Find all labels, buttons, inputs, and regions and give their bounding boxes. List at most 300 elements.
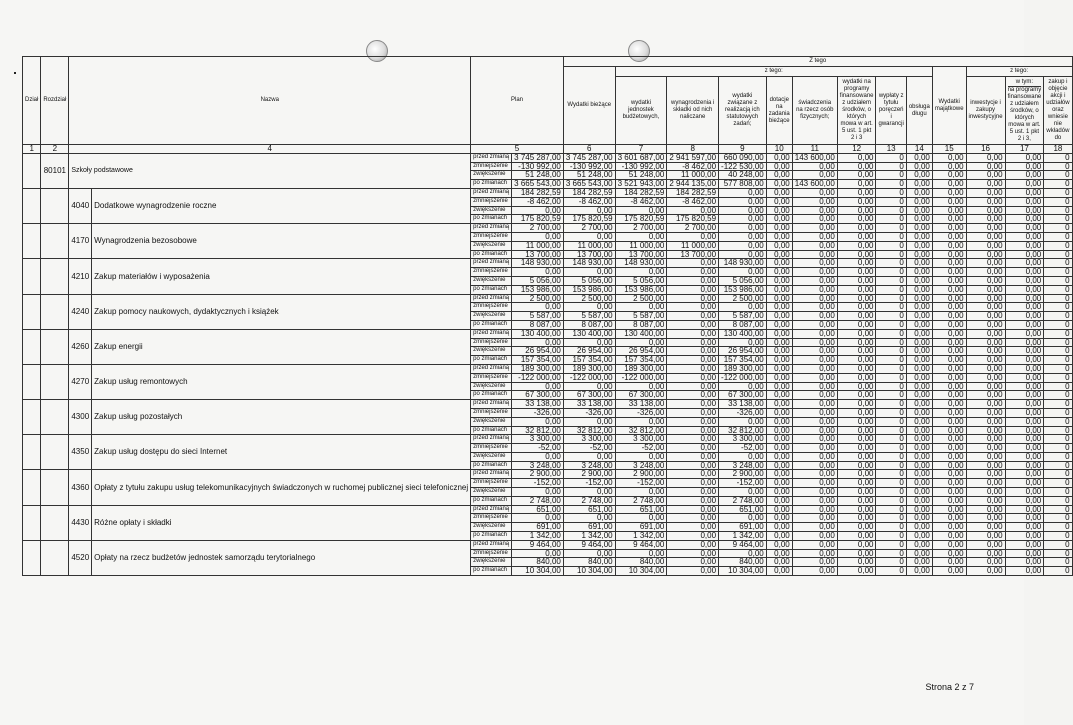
amount-cell: 0,00	[906, 180, 932, 189]
budget-table	[22, 56, 1073, 576]
change-type-label: przed zmianą	[471, 470, 512, 479]
amount-cell: 0,00	[1005, 382, 1044, 391]
amount-cell: 8 087,00	[615, 320, 667, 329]
amount-cell: 5 056,00	[719, 276, 767, 285]
amount-cell: 0,00	[667, 558, 719, 567]
amount-cell: 0,00	[906, 320, 932, 329]
amount-cell: 0,00	[906, 356, 932, 365]
amount-cell: 0,00	[837, 549, 876, 558]
amount-cell: -152,00	[615, 479, 667, 488]
amount-cell: 0,00	[615, 338, 667, 347]
amount-cell: 0	[1044, 408, 1072, 417]
rozdzial-code: 80101	[41, 153, 69, 188]
change-type-label: po zmianach	[471, 320, 512, 329]
amount-cell: 1 342,00	[615, 532, 667, 541]
amount-cell: 0,00	[906, 452, 932, 461]
amount-cell: 0,00	[932, 391, 966, 400]
change-type-label: przed zmianą	[471, 259, 512, 268]
amount-cell: 0,00	[932, 180, 966, 189]
amount-cell: 0	[1044, 232, 1072, 241]
change-type-label: przed zmianą	[471, 153, 512, 162]
amount-cell: 0,00	[932, 356, 966, 365]
amount-cell: 0	[876, 180, 906, 189]
amount-cell: 0,00	[1005, 461, 1044, 470]
amount-cell: 0,00	[512, 382, 564, 391]
amount-cell: 0,00	[667, 391, 719, 400]
amount-cell: 0,00	[615, 417, 667, 426]
header-na-programy-text: na programy finansowane z udziałem środków, o których mowa w art. 5 ust. 1 pkt 2 i 3,	[1007, 86, 1042, 142]
amount-cell: 0,00	[1005, 514, 1044, 523]
amount-cell: 0,00	[966, 364, 1005, 373]
change-type-label: przed zmianą	[471, 224, 512, 233]
table-row	[23, 188, 1073, 197]
amount-cell: 0,00	[512, 452, 564, 461]
amount-cell: 0,00	[1005, 153, 1044, 162]
amount-cell: 0,00	[1005, 347, 1044, 356]
amount-cell: 0,00	[966, 400, 1005, 409]
amount-cell: 0,00	[932, 488, 966, 497]
amount-cell: 0,00	[1005, 532, 1044, 541]
amount-cell: 0,00	[563, 303, 615, 312]
amount-cell: 0,00	[1005, 312, 1044, 321]
amount-cell: 0,00	[932, 461, 966, 470]
amount-cell: 0,00	[966, 171, 1005, 180]
amount-cell: 10 304,00	[563, 567, 615, 576]
amount-cell: 0,00	[932, 417, 966, 426]
amount-cell: 0,00	[906, 461, 932, 470]
amount-cell: 0,00	[792, 329, 837, 338]
amount-cell: 0,00	[792, 241, 837, 250]
amount-cell: 8 087,00	[563, 320, 615, 329]
amount-cell: 0,00	[667, 496, 719, 505]
amount-cell: 0,00	[906, 470, 932, 479]
amount-cell: 0	[1044, 153, 1072, 162]
amount-cell: 0	[876, 338, 906, 347]
amount-cell: 0,00	[906, 496, 932, 505]
amount-cell: 2 748,00	[563, 496, 615, 505]
change-type-label: zwiększenie	[471, 312, 512, 321]
paragraph-code: 4300	[69, 400, 92, 435]
amount-cell: 660 090,00	[719, 153, 767, 162]
amount-cell: 0	[1044, 259, 1072, 268]
amount-cell: 0,00	[766, 320, 792, 329]
amount-cell: 0,00	[792, 285, 837, 294]
amount-cell: 0,00	[766, 171, 792, 180]
header-wydatki-jednostek	[615, 77, 667, 145]
amount-cell: 0,00	[667, 488, 719, 497]
amount-cell: 0,00	[932, 329, 966, 338]
amount-cell: 8 087,00	[719, 320, 767, 329]
amount-cell: 0	[1044, 294, 1072, 303]
amount-cell: 0,00	[719, 250, 767, 259]
amount-cell: 0,00	[932, 523, 966, 532]
amount-cell: 0,00	[512, 268, 564, 277]
amount-cell: 3 745 287,00	[563, 153, 615, 162]
amount-cell: 3 665 543,00	[563, 180, 615, 189]
amount-cell: 0,00	[512, 488, 564, 497]
amount-cell: 0	[1044, 180, 1072, 189]
amount-cell: 0,00	[615, 303, 667, 312]
change-type-label: zmniejszenie	[471, 549, 512, 558]
amount-cell: 0	[1044, 224, 1072, 233]
amount-cell: 0,00	[766, 382, 792, 391]
amount-cell: 0	[876, 162, 906, 171]
amount-cell: 0	[876, 373, 906, 382]
amount-cell: 0,00	[906, 171, 932, 180]
amount-cell: 0,00	[719, 224, 767, 233]
amount-cell: 157 354,00	[563, 356, 615, 365]
amount-cell: 691,00	[615, 523, 667, 532]
page-number: Strona 2 z 7	[925, 682, 974, 692]
amount-cell: 0,00	[563, 232, 615, 241]
amount-cell: 0,00	[667, 444, 719, 453]
dzial-cell	[23, 364, 41, 399]
amount-cell: 0,00	[906, 435, 932, 444]
change-type-label: zwiększenie	[471, 276, 512, 285]
change-type-label: po zmianach	[471, 180, 512, 189]
rozdzial-cell	[41, 259, 69, 294]
amount-cell: 0,00	[719, 215, 767, 224]
amount-cell: 0,00	[792, 224, 837, 233]
column-number: 13	[876, 145, 906, 154]
scan-speck	[14, 72, 16, 74]
column-number: 1	[23, 145, 41, 154]
paragraph-code: 4360	[69, 470, 92, 505]
amount-cell: 0,00	[1005, 540, 1044, 549]
amount-cell: 0	[1044, 391, 1072, 400]
item-name: Zakup materiałów i wyposażenia	[92, 259, 471, 294]
amount-cell: 0,00	[932, 382, 966, 391]
amount-cell: 0,00	[766, 549, 792, 558]
dzial-cell	[23, 540, 41, 575]
amount-cell: 0,00	[837, 224, 876, 233]
amount-cell: 0	[876, 364, 906, 373]
item-name: Różne opłaty i składki	[92, 505, 471, 540]
amount-cell: 0,00	[766, 180, 792, 189]
amount-cell: 130 400,00	[615, 329, 667, 338]
amount-cell: 0,00	[792, 206, 837, 215]
amount-cell: 0,00	[667, 417, 719, 426]
amount-cell: 9 464,00	[512, 540, 564, 549]
amount-cell: 0,00	[906, 276, 932, 285]
amount-cell: 10 304,00	[615, 567, 667, 576]
change-type-label: zmniejszenie	[471, 338, 512, 347]
amount-cell: 0,00	[966, 206, 1005, 215]
amount-cell: 0	[1044, 400, 1072, 409]
amount-cell: 0,00	[906, 549, 932, 558]
amount-cell: 0,00	[792, 215, 837, 224]
amount-cell: 0,00	[966, 347, 1005, 356]
amount-cell: 0,00	[932, 400, 966, 409]
amount-cell: 26 954,00	[563, 347, 615, 356]
amount-cell: 0	[1044, 329, 1072, 338]
amount-cell: 0	[1044, 461, 1072, 470]
amount-cell: -8 462,00	[512, 197, 564, 206]
amount-cell: -130 992,00	[512, 162, 564, 171]
amount-cell: 0,00	[932, 312, 966, 321]
amount-cell: 0,00	[1005, 268, 1044, 277]
amount-cell: 11 000,00	[667, 241, 719, 250]
amount-cell: 0	[876, 417, 906, 426]
amount-cell: 0,00	[932, 232, 966, 241]
amount-cell: 0	[1044, 496, 1072, 505]
amount-cell: 0,00	[792, 259, 837, 268]
amount-cell: 0,00	[719, 417, 767, 426]
amount-cell: 0,00	[766, 276, 792, 285]
column-number: 8	[667, 145, 719, 154]
amount-cell: 0,00	[906, 505, 932, 514]
amount-cell: 0,00	[792, 268, 837, 277]
amount-cell: 184 282,59	[512, 188, 564, 197]
amount-cell: 0,00	[792, 171, 837, 180]
amount-cell: 3 521 943,00	[615, 180, 667, 189]
amount-cell: 5 587,00	[719, 312, 767, 321]
amount-cell: 189 300,00	[512, 364, 564, 373]
amount-cell: 0,00	[837, 171, 876, 180]
amount-cell: -326,00	[615, 408, 667, 417]
amount-cell: 0,00	[1005, 523, 1044, 532]
change-type-label: zmniejszenie	[471, 479, 512, 488]
amount-cell: -52,00	[563, 444, 615, 453]
amount-cell: 0,00	[1005, 294, 1044, 303]
amount-cell: 0	[1044, 338, 1072, 347]
amount-cell: 5 056,00	[615, 276, 667, 285]
amount-cell: 0,00	[667, 408, 719, 417]
amount-cell: 0,00	[932, 496, 966, 505]
amount-cell: 0	[876, 303, 906, 312]
amount-cell: 0,00	[766, 162, 792, 171]
amount-cell: -122 000,00	[563, 373, 615, 382]
amount-cell: 0,00	[932, 549, 966, 558]
amount-cell: 0,00	[1005, 549, 1044, 558]
amount-cell: 0,00	[932, 408, 966, 417]
amount-cell: -326,00	[512, 408, 564, 417]
change-type-label: zmniejszenie	[471, 514, 512, 523]
amount-cell: 0,00	[966, 514, 1005, 523]
rozdzial-cell	[41, 364, 69, 399]
amount-cell: 0,00	[792, 197, 837, 206]
amount-cell: 0,00	[1005, 567, 1044, 576]
amount-cell: 0,00	[837, 241, 876, 250]
amount-cell: 0,00	[1005, 470, 1044, 479]
amount-cell: 0	[876, 505, 906, 514]
amount-cell: 0	[876, 444, 906, 453]
amount-cell: 0	[876, 356, 906, 365]
amount-cell: 67 300,00	[615, 391, 667, 400]
amount-cell: 0	[876, 188, 906, 197]
change-type-label: po zmianach	[471, 250, 512, 259]
amount-cell: 11 000,00	[512, 241, 564, 250]
amount-cell: 0,00	[667, 523, 719, 532]
amount-cell: 0	[1044, 417, 1072, 426]
amount-cell: 0,00	[932, 259, 966, 268]
header-nazwa: Nazwa	[69, 57, 471, 145]
amount-cell: 0,00	[766, 232, 792, 241]
change-type-label: zwiększenie	[471, 171, 512, 180]
amount-cell: 0,00	[615, 549, 667, 558]
amount-cell: 0,00	[792, 232, 837, 241]
amount-cell: 0,00	[766, 153, 792, 162]
amount-cell: 0,00	[837, 338, 876, 347]
amount-cell: 0,00	[932, 285, 966, 294]
amount-cell: 0,00	[932, 338, 966, 347]
amount-cell: 130 400,00	[512, 329, 564, 338]
amount-cell: 0	[876, 532, 906, 541]
header-z-tego-maj: z tego:	[966, 67, 1072, 77]
amount-cell: 26 954,00	[512, 347, 564, 356]
amount-cell: 0,00	[667, 338, 719, 347]
amount-cell: 0,00	[837, 329, 876, 338]
amount-cell: 0,00	[837, 479, 876, 488]
amount-cell: 0,00	[932, 197, 966, 206]
amount-cell: 0,00	[932, 426, 966, 435]
amount-cell: 130 400,00	[563, 329, 615, 338]
amount-cell: 0,00	[932, 558, 966, 567]
amount-cell: 0,00	[906, 338, 932, 347]
amount-cell: 0,00	[837, 514, 876, 523]
amount-cell: 0,00	[932, 303, 966, 312]
amount-cell: 0	[1044, 268, 1072, 277]
amount-cell: 0	[1044, 523, 1072, 532]
amount-cell: 577 808,00	[719, 180, 767, 189]
amount-cell: 0,00	[1005, 452, 1044, 461]
amount-cell: 0	[876, 382, 906, 391]
amount-cell: 0,00	[563, 488, 615, 497]
amount-cell: 0,00	[1005, 232, 1044, 241]
amount-cell: 0	[1044, 532, 1072, 541]
amount-cell: 0,00	[667, 312, 719, 321]
amount-cell: 0,00	[1005, 391, 1044, 400]
amount-cell: 5 056,00	[512, 276, 564, 285]
header-obsluga-dlugu: obsługa długu	[906, 77, 932, 145]
amount-cell: 0,00	[966, 188, 1005, 197]
column-number: 17	[1005, 145, 1044, 154]
amount-cell: 0,00	[563, 206, 615, 215]
amount-cell: 0,00	[563, 382, 615, 391]
amount-cell: 0,00	[792, 505, 837, 514]
amount-cell: 0,00	[906, 215, 932, 224]
amount-cell: 0,00	[837, 426, 876, 435]
amount-cell: -8 462,00	[667, 197, 719, 206]
item-name: Wynagrodzenia bezosobowe	[92, 224, 471, 259]
amount-cell: 0,00	[766, 347, 792, 356]
change-type-label: zmniejszenie	[471, 268, 512, 277]
amount-cell: 175 820,59	[512, 215, 564, 224]
amount-cell: 0,00	[667, 452, 719, 461]
amount-cell: 0,00	[906, 488, 932, 497]
amount-cell: 0	[876, 259, 906, 268]
amount-cell: 0	[876, 514, 906, 523]
amount-cell: 0,00	[966, 435, 1005, 444]
table-header	[23, 57, 1073, 154]
change-type-label: przed zmianą	[471, 540, 512, 549]
amount-cell: 157 354,00	[512, 356, 564, 365]
amount-cell: 130 400,00	[719, 329, 767, 338]
amount-cell: 0,00	[719, 268, 767, 277]
amount-cell: 0,00	[906, 391, 932, 400]
amount-cell: 0,00	[563, 417, 615, 426]
amount-cell: 143 600,00	[792, 153, 837, 162]
amount-cell: 0	[876, 461, 906, 470]
amount-cell: 51 248,00	[563, 171, 615, 180]
amount-cell: 0,00	[837, 470, 876, 479]
amount-cell: 0,00	[906, 294, 932, 303]
amount-cell: 0,00	[1005, 162, 1044, 171]
amount-cell: 1 342,00	[512, 532, 564, 541]
amount-cell: 0,00	[766, 206, 792, 215]
header-dotacje: dotacje na zadania bieżące	[766, 77, 792, 145]
amount-cell: 0	[876, 567, 906, 576]
amount-cell: 0,00	[906, 285, 932, 294]
amount-cell: 0,00	[766, 391, 792, 400]
amount-cell: 0	[1044, 162, 1072, 171]
amount-cell: 0,00	[766, 329, 792, 338]
amount-cell: 0,00	[615, 268, 667, 277]
table-row	[23, 540, 1073, 549]
amount-cell: 0,00	[837, 259, 876, 268]
amount-cell: 0,00	[615, 382, 667, 391]
item-name: Opłaty na rzecz budżetów jednostek samorządu terytorialnego	[92, 540, 471, 575]
amount-cell: 0,00	[766, 356, 792, 365]
amount-cell: 0,00	[837, 356, 876, 365]
amount-cell: 0,00	[766, 514, 792, 523]
amount-cell: 0,00	[906, 540, 932, 549]
amount-cell: 175 820,59	[615, 215, 667, 224]
amount-cell: 0,00	[932, 452, 966, 461]
amount-cell: -52,00	[512, 444, 564, 453]
amount-cell: 184 282,59	[667, 188, 719, 197]
dzial-cell	[23, 153, 41, 188]
change-type-label: przed zmianą	[471, 435, 512, 444]
amount-cell: 0	[876, 241, 906, 250]
amount-cell: -130 992,00	[563, 162, 615, 171]
amount-cell: 189 300,00	[563, 364, 615, 373]
amount-cell: 0,00	[966, 224, 1005, 233]
change-type-label: po zmianach	[471, 426, 512, 435]
amount-cell: 0	[876, 320, 906, 329]
amount-cell: 0,00	[766, 540, 792, 549]
amount-cell: 0	[1044, 364, 1072, 373]
dzial-cell	[23, 470, 41, 505]
amount-cell: 0	[1044, 285, 1072, 294]
amount-cell: 0	[876, 558, 906, 567]
amount-cell: 0,00	[792, 558, 837, 567]
amount-cell: 0,00	[792, 162, 837, 171]
change-type-label: przed zmianą	[471, 329, 512, 338]
amount-cell: 0,00	[766, 373, 792, 382]
column-number-row	[23, 145, 1073, 154]
dzial-cell	[23, 259, 41, 294]
amount-cell: 0,00	[932, 540, 966, 549]
amount-cell: 0,00	[966, 488, 1005, 497]
amount-cell: 0,00	[906, 426, 932, 435]
rozdzial-cell	[41, 470, 69, 505]
item-name: Dodatkowe wynagrodzenie roczne	[92, 188, 471, 223]
amount-cell: 0,00	[667, 514, 719, 523]
change-type-label: po zmianach	[471, 391, 512, 400]
amount-cell: 2 900,00	[615, 470, 667, 479]
amount-cell: 0,00	[906, 400, 932, 409]
amount-cell: 2 900,00	[512, 470, 564, 479]
amount-cell: 0,00	[792, 356, 837, 365]
amount-cell: 175 820,59	[563, 215, 615, 224]
amount-cell: 0,00	[792, 303, 837, 312]
amount-cell: 5 587,00	[615, 312, 667, 321]
amount-cell: 0,00	[667, 268, 719, 277]
column-number: 18	[1044, 145, 1072, 154]
amount-cell: 67 300,00	[512, 391, 564, 400]
amount-cell: 3 665 543,00	[512, 180, 564, 189]
